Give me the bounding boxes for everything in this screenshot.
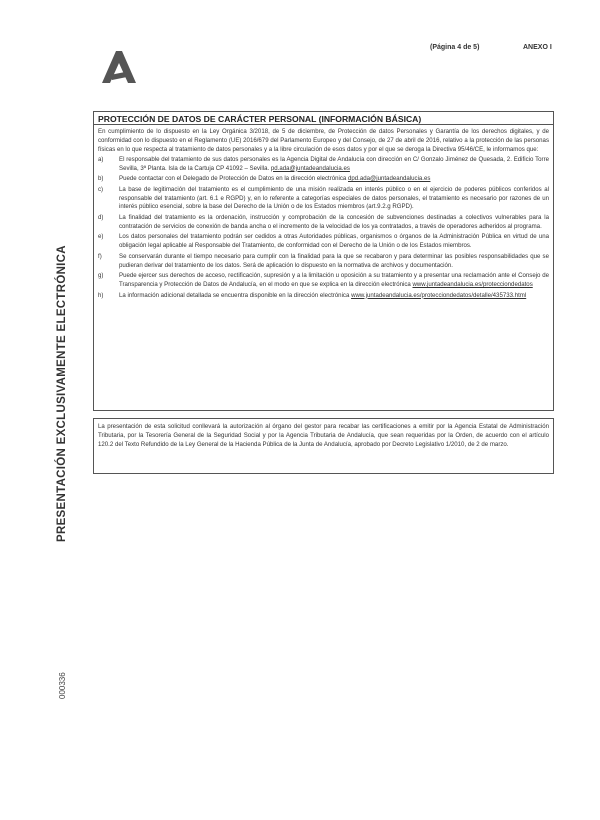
side-label: PRESENTACIÓN EXCLUSIVAMENTE ELECTRÓNICA xyxy=(56,245,68,542)
section-title: PROTECCIÓN DE DATOS DE CARÁCTER PERSONAL (INFORMACIÓN BÁSICA) xyxy=(94,112,553,125)
email-link[interactable]: pd.ada@juntadeandalucia.es xyxy=(270,164,350,172)
list-item: d) La finalidad del tratamiento es la ordenación, instrucción y comprobación de la concesión de subvenciones destinadas a colectivos vulnerables para la contratación de servicios de conexión de banda ancha o el incremento de la velocidad de los ya contratados, a través de operadores adheridos al programa. xyxy=(98,213,549,230)
annex-label: ANEXO I xyxy=(523,44,552,51)
authorization-text: La presentación de esta solicitud conllevará la autorización al órgano del gestor para recabar las certificaciones a emitir por la Agencia Estatal de Administración Tributaria, por la Tesorería General de la Seguridad Social y por la Agencia Tributaria de Andalucía, que sean requeridas por la Orden, de acuerdo con el artículo 120.2 del Texto Refundido de la Ley General de la Hacienda Pública de la Junta de Andalucía, aprobado por Decreto Legislativo 1/2010, de 2 de marzo. xyxy=(98,423,549,448)
junta-andalucia-logo xyxy=(98,50,140,84)
list-item: g) Puede ejercer sus derechos de acceso, rectificación, supresión y a la limitación u oposición a su tratamiento y a presentar una reclamación ante el Consejo de Transparencia y Protección de Datos de Andalucía, en el modo en que se explica en la dirección electrónica www.juntadeandalucia.es/protecciondedatos xyxy=(98,272,549,289)
web-link[interactable]: www.juntadeandalucia.es/protecciondedatos xyxy=(412,281,533,289)
list-item: e) Los datos personales del tratamiento podrán ser cedidos a otras Autoridades públicas, organismos o órganos de la Administración Pública en virtud de una obligación legal aplicable al Responsable del Tratamiento, de conformidad con el Derecho de la Unión o de los Estados miembros. xyxy=(98,233,549,250)
data-protection-section xyxy=(93,111,554,411)
section-content xyxy=(94,125,553,305)
list-item: b) Puede contactar con el Delegado de Protección de Datos en la dirección electrónica dpd.ada@juntadeandalucia.es xyxy=(98,175,431,183)
list-item: h) La información adicional detallada se encuentra disponible en la dirección electrónica www.juntadeandalucia.es/protecciondedatos/detalle/435733.html xyxy=(98,291,527,299)
authorization-section xyxy=(93,418,554,474)
page-indicator: (Página 4 de 5) xyxy=(430,44,480,51)
list-item: c) La base de legitimación del tratamiento es el cumplimiento de una misión realizada en interés público o en el ejercicio de poderes públicos conferidos al responsable del tratamiento (art. 6.1 e RGPD) y, en lo referente a categorías especiales de datos personales, el tratamiento es necesario por razones de un interés público esencial, sobre la base del Derecho de la Unión o de los Estados miembros (art.9.2.g RGPD). xyxy=(98,185,549,211)
list-item: f) Se conservarán durante el tiempo necesario para cumplir con la finalidad para la que se recabaron y para determinar las posibles responsabilidades que se pudieran derivar del tratamiento de los datos. Será de aplicación lo dispuesto en la normativa de archivos y documentación. xyxy=(98,252,549,269)
web-link[interactable]: www.juntadeandalucia.es/protecciondedatos/detalle/435733.html xyxy=(351,291,527,299)
document-code: 000336 xyxy=(58,672,67,699)
list-item: a) El responsable del tratamiento de sus datos personales es la Agencia Digital de Andalucía con dirección en C/ Gonzalo Jiménez de Quesada, 2. Edificio Torre Sevilla, 3ª Planta. Isla de la Cartuja CP 41092 – Sevilla. pd.ada@juntadeandalucia.es xyxy=(98,155,549,172)
email-link[interactable]: dpd.ada@juntadeandalucia.es xyxy=(348,175,431,183)
section-intro: En cumplimiento de lo dispuesto en la Ley Orgánica 3/2018, de 5 de diciembre, de Protección de datos Personales y Garantía de los derechos digitales, y de conformidad con lo dispuesto en el Reglamento (UE) 2016/679 del Parlamento Europeo y del Consejo, de 27 de abril de 2016, relativo a la protección de las personas físicas en lo que respecta al tratamiento de datos personales y a la libre circulación de esos datos y por el que se deroga la Directiva 95/46/CE, le informamos que: xyxy=(98,128,549,153)
